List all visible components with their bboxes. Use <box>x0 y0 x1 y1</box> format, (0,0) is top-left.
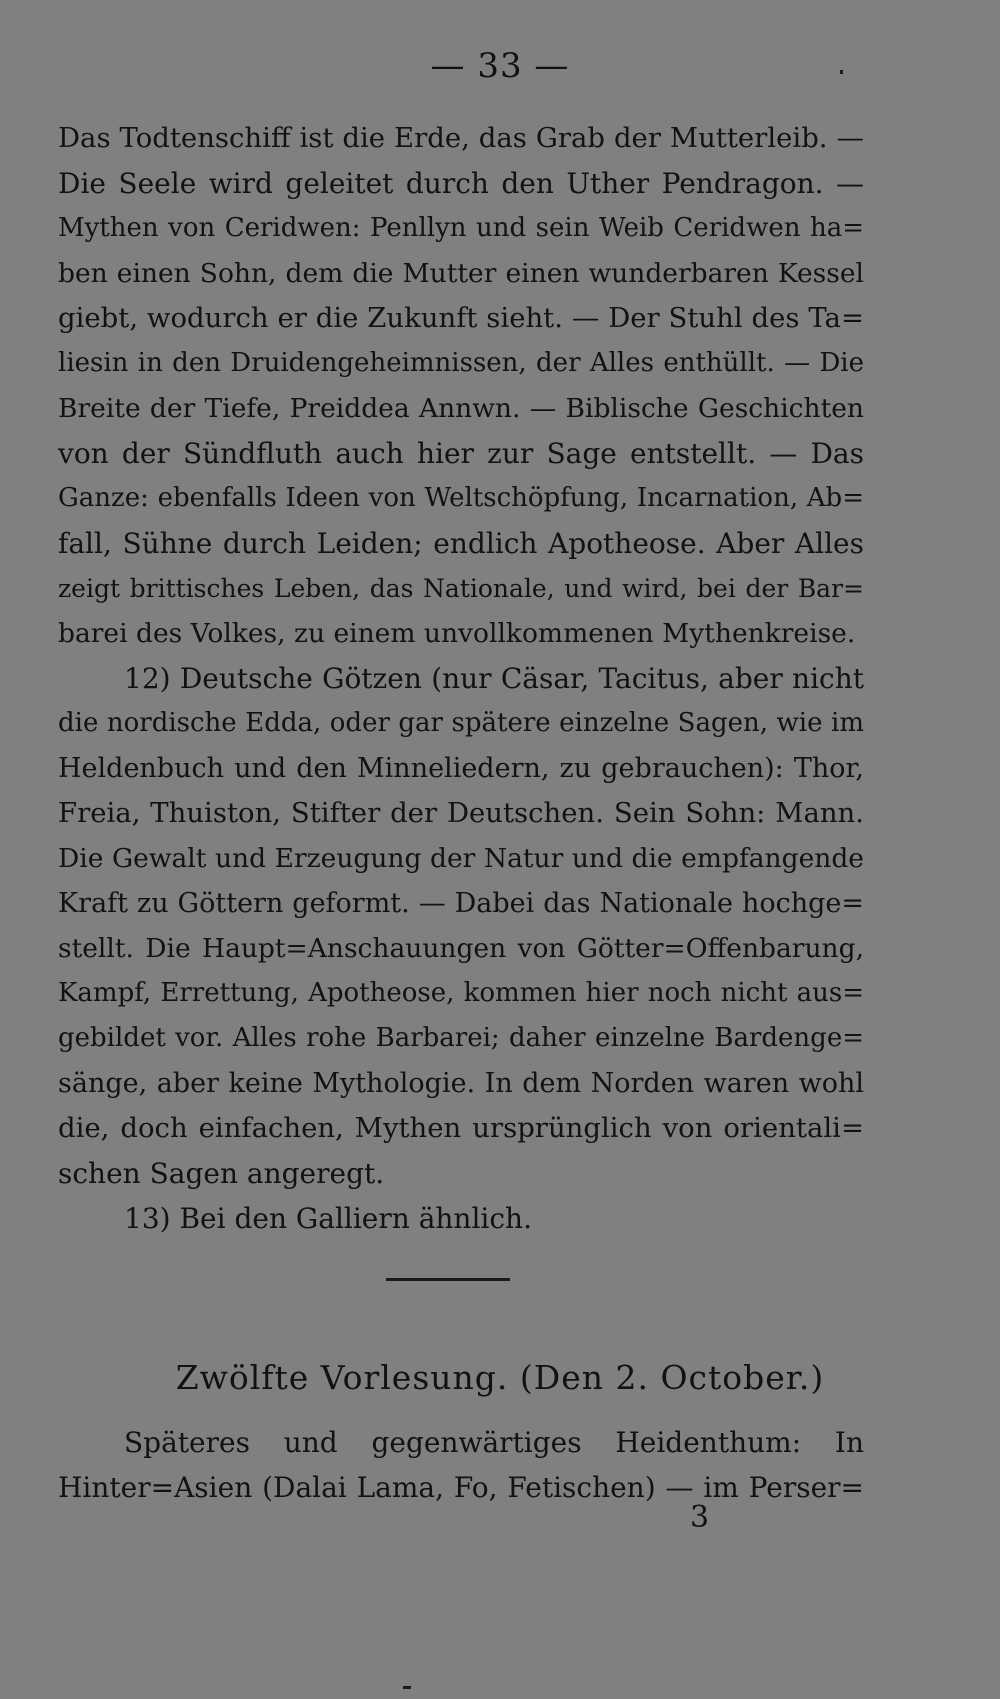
text-line: Breite der Tiefe, Preiddea Annwn. — Biblische Geschichten <box>58 393 864 424</box>
lecture-heading: Zwölfte Vorlesung. (Den 2. October.) <box>175 1358 825 1397</box>
text-line: liesin in den Druidengeheimnissen, der Alles enthüllt. — Die <box>58 348 864 378</box>
text-line: ben einen Sohn, dem die Mutter einen wunderbaren Kessel <box>58 258 864 289</box>
text-line: von der Sündfluth auch hier zur Sage entstellt. — Das <box>58 437 864 470</box>
main-text-block <box>58 116 864 1241</box>
text-line: gebildet vor. Alles rohe Barbarei; daher einzelne Bardenge= <box>58 1023 864 1053</box>
print-speck <box>840 70 843 74</box>
text-line: sänge, aber keine Mythologie. In dem Norden waren wohl <box>58 1068 864 1099</box>
text-line: Heldenbuch und den Minneliedern, zu gebrauchen): Thor, <box>58 753 864 784</box>
text-line: Kampf, Errettung, Apotheose, kommen hier noch nicht aus= <box>58 978 864 1008</box>
page-number: — 33 — <box>430 46 570 86</box>
text-line: barei des Volkes, zu einem unvollkommenen Mythenkreise. <box>58 618 856 649</box>
text-line: Die Seele wird geleitet durch den Uther Pendragon. — <box>58 167 864 200</box>
text-line: die nordische Edda, oder gar spätere einzelne Sagen, wie im <box>58 708 864 738</box>
text-line: Freia, Thuiston, Stifter der Deutschen. Sein Sohn: Mann. <box>58 797 864 829</box>
text-line: Hinter=Asien (Dalai Lama, Fo, Fetischen) — im Perser= <box>58 1471 864 1504</box>
text-line: stellt. Die Haupt=Anschauungen von Götter=Offenbarung, <box>58 933 864 964</box>
text-line-paragraph-13: 13) Bei den Galliern ähnlich. <box>124 1202 532 1235</box>
text-line: Mythen von Ceridwen: Penllyn und sein Weib Ceridwen ha= <box>58 213 864 243</box>
text-line: giebt, wodurch er die Zukunft sieht. — Der Stuhl des Ta= <box>58 302 864 334</box>
section-divider-rule <box>386 1278 510 1281</box>
text-line: Späteres und gegenwärtiges Heidenthum: In <box>124 1426 864 1459</box>
text-line: zeigt brittisches Leben, das Nationale, und wird, bei der Bar= <box>58 574 864 603</box>
lecture-text-block <box>58 1420 864 1510</box>
text-line: schen Sagen angeregt. <box>58 1157 385 1190</box>
text-line: Das Todtenschiff ist die Erde, das Grab der Mutterleib. — <box>58 122 864 154</box>
print-speck <box>403 1686 411 1689</box>
text-line: fall, Sühne durch Leiden; endlich Apotheose. Aber Alles <box>58 527 864 560</box>
text-line: Ganze: ebenfalls Ideen von Weltschöpfung, Incarnation, Ab= <box>58 483 864 513</box>
signature-mark: 3 <box>690 1500 710 1535</box>
text-line: die, doch einfachen, Mythen ursprünglich von orientali= <box>58 1112 864 1144</box>
text-line: Die Gewalt und Erzeugung der Natur und die empfangende <box>58 843 864 874</box>
text-line-paragraph-12: 12) Deutsche Götzen (nur Cäsar, Tacitus, aber nicht <box>124 662 864 695</box>
text-line: Kraft zu Göttern geformt. — Dabei das Nationale hochge= <box>58 888 864 919</box>
